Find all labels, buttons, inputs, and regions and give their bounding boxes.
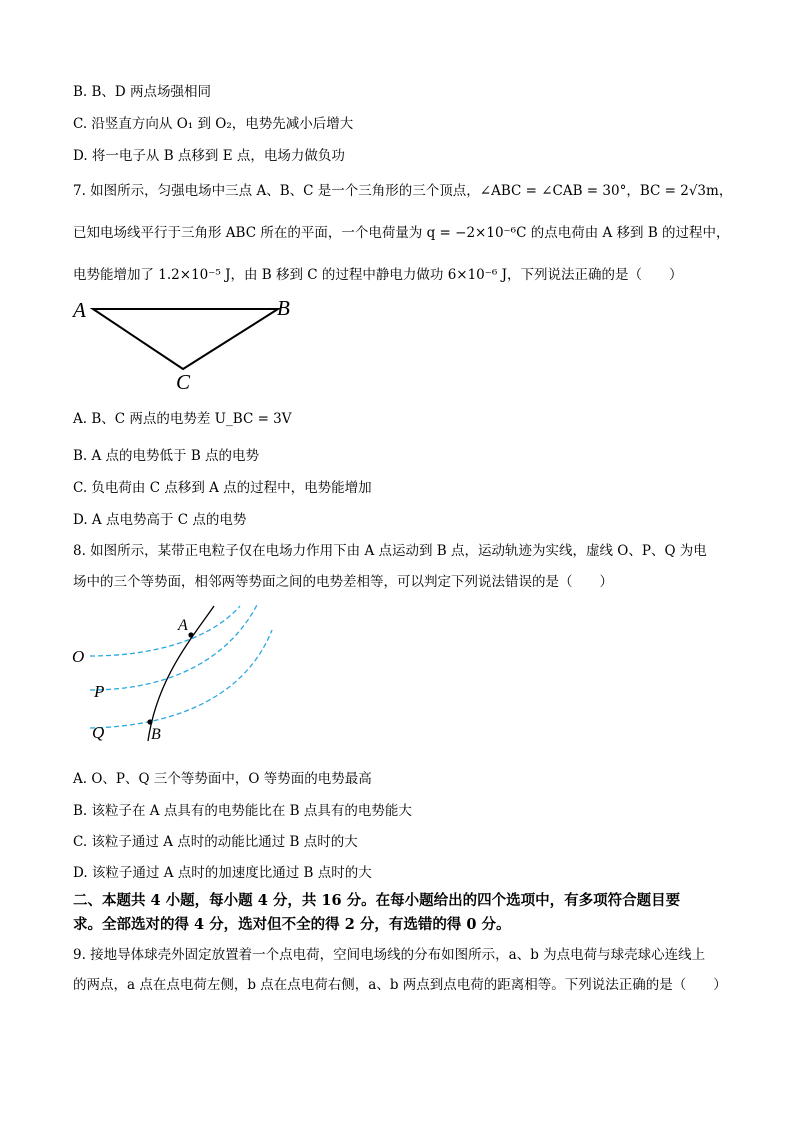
q8-option-c: C. 该粒子通过 A 点时的动能比通过 B 点时的大 <box>73 834 358 850</box>
q8-stem-line-2: 场中的三个等势面，相邻两等势面之间的电势差相等，可以判定下列说法错误的是（ ） <box>73 574 613 590</box>
q7-stem-line-3: 电势能增加了 1.2×10⁻⁵ J，由 B 移到 C 的过程中静电力做功 6×10⁻⁶ J，下列说法正确的是（ ） <box>73 267 683 283</box>
equipotential-o <box>90 606 240 656</box>
label-a: A <box>178 617 188 634</box>
vertex-label-c: C <box>176 370 191 394</box>
q9-stem-line-1: 9. 接地导体球壳外固定放置着一个点电荷，空间电场线的分布如图所示，a、b 为点电荷与球壳球心连线上 <box>73 947 706 963</box>
q7-triangle-figure <box>70 292 300 394</box>
q8-equipotential-figure <box>62 598 277 750</box>
point-b-dot <box>147 719 152 724</box>
label-q: Q <box>92 723 105 742</box>
q7-stem-line-2: 已知电场线平行于三角形 ABC 所在的平面，一个电荷量为 q = −2×10⁻⁶C 的点电荷由 A 移到 B 的过程中， <box>73 225 730 241</box>
q7-option-c: C. 负电荷由 C 点移到 A 点的过程中，电势能增加 <box>73 480 372 496</box>
label-b: B <box>151 726 161 743</box>
q8-stem-line-1: 8. 如图所示，某带正电粒子仅在电场力作用下由 A 点运动到 B 点，运动轨迹为实线，虚线 O、P、Q 为电 <box>73 543 707 559</box>
section-two-heading-line-1: 二、本题共 4 小题，每小题 4 分，共 16 分。在每小题给出的四个选项中，有多项符合题目要 <box>73 892 681 909</box>
q7-option-a: A. B、C 两点的电势差 U_BC = 3V <box>73 411 292 427</box>
q7-stem-line-1: 7. 如图所示，匀强电场中三点 A、B、C 是一个三角形的三个顶点，∠ABC = ∠CAB = 30°，BC = 2√3m， <box>73 183 733 199</box>
q7-option-d: D. A 点电势高于 C 点的电势 <box>73 512 247 528</box>
q6-option-b: B. B、D 两点场强相同 <box>73 84 212 100</box>
q6-option-c: C. 沿竖直方向从 O₁ 到 O₂，电势先减小后增大 <box>73 116 354 132</box>
equipotential-p <box>90 603 258 690</box>
q6-option-d: D. 将一电子从 B 点移到 E 点，电场力做负功 <box>73 148 345 164</box>
equipotential-q <box>90 630 272 728</box>
triangle-abc <box>93 309 278 369</box>
point-a-dot <box>188 632 193 637</box>
label-o: O <box>72 647 85 666</box>
q8-option-d: D. 该粒子通过 A 点时的加速度比通过 B 点时的大 <box>73 865 372 881</box>
label-p: P <box>94 682 105 701</box>
vertex-label-b: B <box>277 296 290 320</box>
q7-option-b: B. A 点的电势低于 B 点的电势 <box>73 448 260 464</box>
vertex-label-a: A <box>73 298 86 322</box>
q8-option-b: B. 该粒子在 A 点具有的电势能比在 B 点具有的电势能大 <box>73 803 412 819</box>
q9-stem-line-2: 的两点，a 点在点电荷左侧，b 点在点电荷右侧，a、b 两点到点电荷的距离相等。下列说法正确的是（ ） <box>73 977 727 993</box>
section-two-heading-line-2: 求。全部选对的得 4 分，选对但不全的得 2 分，有选错的得 0 分。 <box>73 916 511 933</box>
q8-option-a: A. O、P、Q 三个等势面中，O 等势面的电势最高 <box>73 771 372 787</box>
